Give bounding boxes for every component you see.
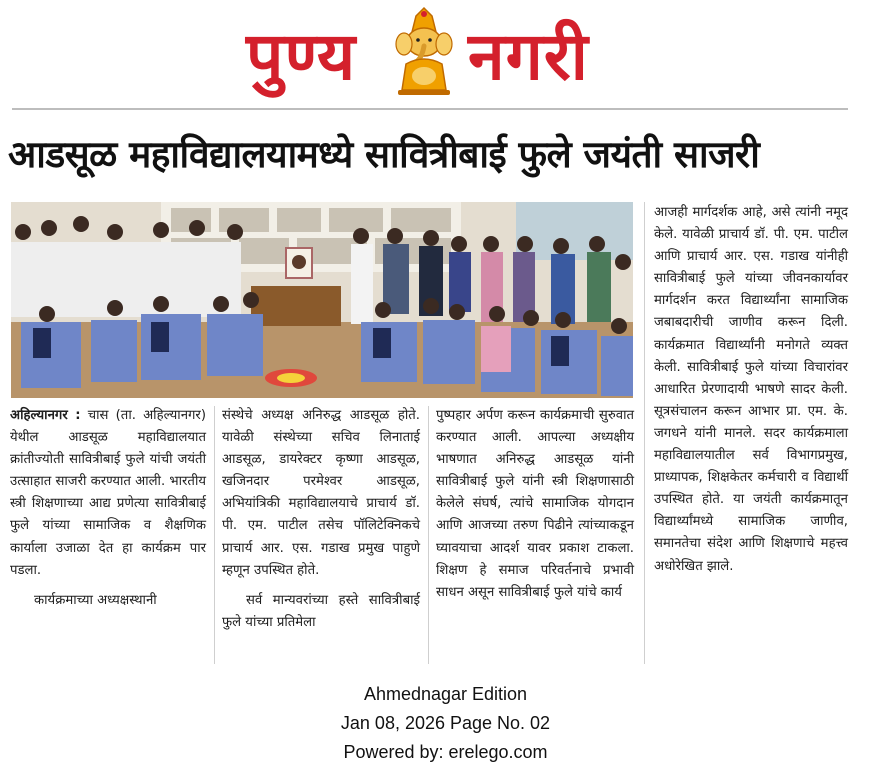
column-divider [214, 406, 215, 664]
article-text: आजही मार्गदर्शक आहे, असे त्यांनी नमूद केले. यावेळी प्राचार्य डॉ. पी. एम. पाटील आणि प्राचार्य आर. एस. गडाख यांनीही सावित्रीबाई फुले यांच्या जीवनकार्यावर मार्गदर्शन करत विद्यार्थ्यांना सामाजिक जबाबदारीची जाणीव करून दिली. कार्यक्रमात विद्यार्थ्यांनी मनोगते व्यक्त केली. सावित्रीबाई फुले यांच्या विचारांवर आधारित प्रेरणादायी भाषणे सादर केली. सूत्रसंचालन करून आभार प्रा. एम. के. जगधने यांनी मानले. सदर कार्यक्रमाला महाविद्यालयातील सर्व विभागप्रमुख, प्राध्यापक, शिक्षकेतर कर्मचारी व विद्यार्थी उपस्थित होते. या जयंती कार्यक्रमातून विद्यार्थ्यांमध्ये सामाजिक जाणीव, समानतेचा संदेश आणि शिक्षणाचे महत्त्व अधोरेखित झाले. [654, 205, 848, 574]
column-divider [428, 406, 429, 664]
dateline: अहिल्यानगर : [10, 408, 81, 423]
article-headline: आडसूळ महाविद्यालयामध्ये सावित्रीबाई फुले जयंती साजरी [8, 133, 760, 176]
ganesha-logo-icon [392, 6, 456, 96]
powered-by: Powered by: erelego.com [343, 742, 548, 762]
edition-date-page: Jan 08, 2026 Page No. 02 [340, 713, 551, 733]
article-column-2 [222, 405, 420, 634]
event-photo [11, 202, 633, 398]
masthead-divider [12, 108, 848, 110]
article-text: सर्व मान्यवरांच्या हस्ते सावित्रीबाई फुले यांच्या प्रतिमेला [222, 592, 420, 630]
article-column-4 [654, 202, 848, 578]
masthead-title-part2: नगरी [468, 18, 589, 95]
masthead-title-part1: पुण्य [246, 18, 357, 95]
column-divider [644, 202, 645, 664]
article-column-1 [10, 405, 206, 612]
article-text: संस्थेचे अध्यक्ष अनिरुद्ध आडसूळ होते. यावेळी संस्थेच्या सचिव लिनाताई आडसूळ, डायरेक्टर कृष्णा आडसूळ, खजिनदार परमेश्वर आडसूळ, अभियांत्रिकी महाविद्यालयाचे प्राचार्य डॉ. पी. एम. पाटील तसेच पॉलिटेक्निकचे प्राचार्य आर. एस. गडाख प्रमुख पाहुणे म्हणून उपस्थित होते. [222, 408, 420, 578]
article-text: चास (ता. अहिल्यानगर) येथील आडसूळ महाविद्यालयात क्रांतीज्योती सावित्रीबाई फुले यांची जयंती उत्साहात साजरी करण्यात आली. भारतीय स्त्री शिक्षणाच्या आद्य प्रणेत्या सावित्रीबाई फुले यांच्या सामाजिक व शैक्षणिक कार्याला उजाळा देत हा कार्यक्रम पार पडला. [10, 408, 207, 578]
masthead [0, 0, 891, 108]
article-column-3 [436, 405, 634, 604]
edition-name: Ahmednagar Edition [363, 684, 528, 704]
article-text: कार्यक्रमाच्या अध्यक्षस्थानी [34, 592, 157, 608]
article-text: पुष्पहार अर्पण करून कार्यक्रमाची सुरुवात करण्यात आली. आपल्या अध्यक्षीय भाषणात अनिरुद्ध आडसूळ यांनी सावित्रीबाई फुले यांनी स्त्री शिक्षणासाठी केलेले संघर्ष, त्यांचे सामाजिक योगदान आणि आजच्या तरुण पिढीने त्यांच्याकडून घ्यावयाचा आदर्श यावर प्रकाश टाकला. शिक्षण हे समाज परिवर्तनाचे प्रभावी साधन असून सावित्रीबाई फुले यांचे कार्य [436, 408, 634, 600]
edition-footer [0, 680, 891, 767]
